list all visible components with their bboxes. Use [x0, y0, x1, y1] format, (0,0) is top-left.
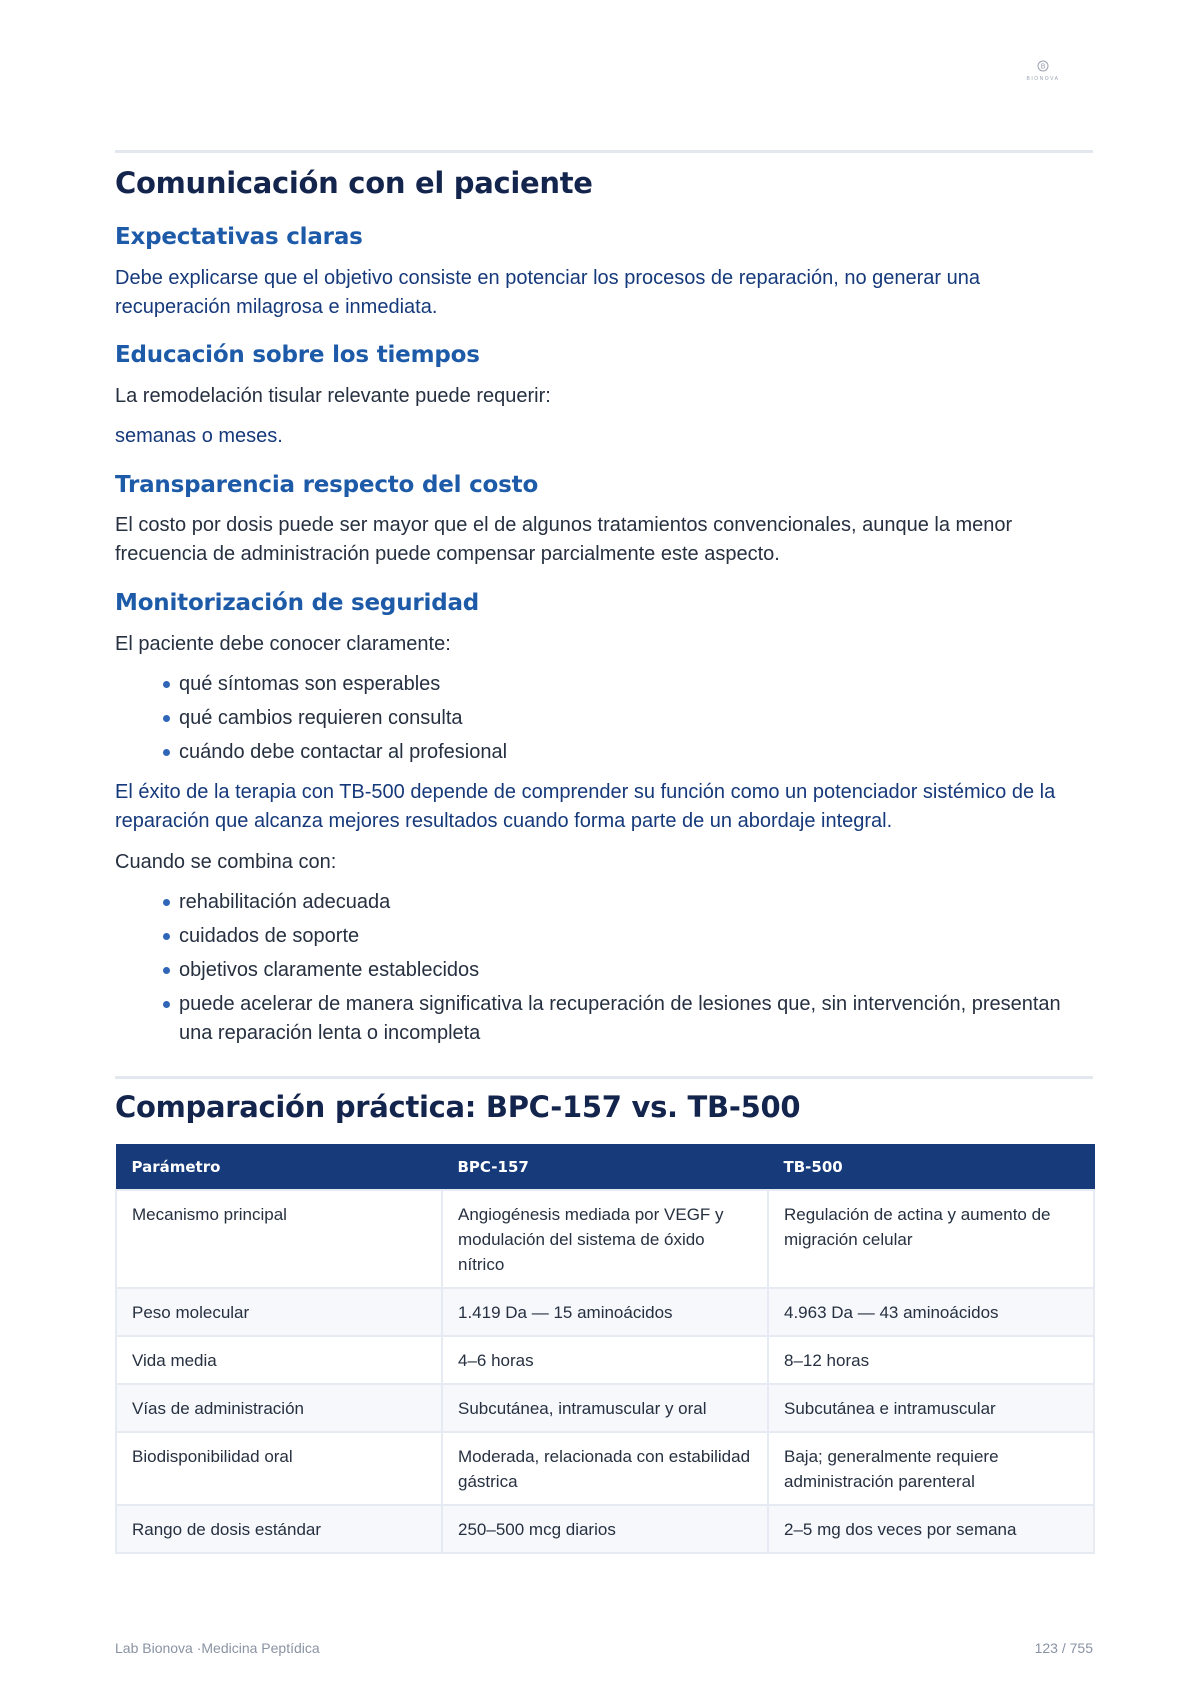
column-header-bpc157: BPC-157 [442, 1145, 768, 1191]
paragraph-tiempos: La remodelación tisular relevante puede requerir: [115, 385, 551, 407]
table-row [116, 1432, 1094, 1505]
column-header-parametro: Parámetro [116, 1145, 442, 1191]
heading-seguridad: Monitorización de seguridad [115, 590, 480, 616]
table-cell: Baja; generalmente requiere administración parenteral [768, 1432, 1094, 1505]
paragraph-seguridad: El paciente debe conocer claramente: [115, 633, 451, 655]
comparison-table [115, 1144, 1095, 1554]
table-cell: Subcutánea e intramuscular [768, 1384, 1094, 1432]
section-title-comparacion: Comparación práctica: BPC-157 vs. TB-500 [115, 1090, 801, 1124]
table-cell: Subcutánea, intramuscular y oral [442, 1384, 768, 1432]
combine-intro: Cuando se combina con: [115, 851, 337, 873]
bionova-logo [1023, 60, 1063, 83]
table-cell: 4.963 Da — 43 aminoácidos [768, 1288, 1094, 1336]
paragraph-expectativas: Debe explicarse que el objetivo consiste en potenciar los procesos de reparación, no generar una recuperación milagrosa e inmediata. [115, 267, 980, 318]
column-header-tb500: TB-500 [768, 1145, 1094, 1191]
list-item: qué cambios requieren consulta [163, 704, 1093, 733]
table-cell: Peso molecular [116, 1288, 442, 1336]
emphasis-tiempos: semanas o meses. [115, 425, 283, 447]
list-item: rehabilitación adecuada [163, 888, 1093, 917]
table-cell: Angiogénesis mediada por VEGF y modulación del sistema de óxido nítrico [442, 1190, 768, 1288]
list-item: qué síntomas son esperables [163, 670, 1093, 699]
list-item: puede acelerar de manera significativa la recuperación de lesiones que, sin intervención, presentan una reparación lenta o incompleta [163, 990, 1093, 1048]
table-row [116, 1190, 1094, 1288]
section-divider [115, 1076, 1093, 1079]
table-cell: Moderada, relacionada con estabilidad gástrica [442, 1432, 768, 1505]
table-row [116, 1505, 1094, 1553]
table-header-row [116, 1145, 1094, 1191]
table-cell: Regulación de actina y aumento de migración celular [768, 1190, 1094, 1288]
table-cell: Mecanismo principal [116, 1190, 442, 1288]
table-cell: Rango de dosis estándar [116, 1505, 442, 1553]
conclusion-paragraph: El éxito de la terapia con TB-500 depende de comprender su función como un potenciador sistémico de la reparación que alcanza mejores resultados cuando forma parte de un abordaje integral. [115, 781, 1056, 832]
heading-expectativas: Expectativas claras [115, 224, 363, 250]
logo-mark-icon [1023, 60, 1063, 75]
table-cell: 1.419 Da — 15 aminoácidos [442, 1288, 768, 1336]
svg-text:B: B [1040, 62, 1046, 71]
footer-page-number: 123 / 755 [1034, 1640, 1093, 1656]
table-cell: 8–12 horas [768, 1336, 1094, 1384]
table-cell: 250–500 mcg diarios [442, 1505, 768, 1553]
section-divider [115, 150, 1093, 153]
list-combinacion [163, 888, 1093, 1053]
footer-publication: Lab Bionova ·Medicina Peptídica [115, 1640, 320, 1656]
table-cell: Biodisponibilidad oral [116, 1432, 442, 1505]
list-item: cuándo debe contactar al profesional [163, 738, 1093, 767]
heading-costo: Transparencia respecto del costo [115, 472, 539, 498]
table-cell: 4–6 horas [442, 1336, 768, 1384]
list-seguridad [163, 670, 1093, 772]
table-cell: Vida media [116, 1336, 442, 1384]
table-cell: 2–5 mg dos veces por semana [768, 1505, 1094, 1553]
list-item: objetivos claramente establecidos [163, 956, 1093, 985]
logo-wordmark: BIONOVA [1026, 76, 1060, 82]
section-title-comunicacion: Comunicación con el paciente [115, 166, 593, 200]
table-row [116, 1336, 1094, 1384]
list-item: cuidados de soporte [163, 922, 1093, 951]
paragraph-costo: El costo por dosis puede ser mayor que el de algunos tratamientos convencionales, aunque la menor frecuencia de administración puede compensar parcialmente este aspecto. [115, 514, 1013, 565]
table-row [116, 1288, 1094, 1336]
heading-tiempos: Educación sobre los tiempos [115, 342, 480, 368]
table-row [116, 1384, 1094, 1432]
table-cell: Vías de administración [116, 1384, 442, 1432]
